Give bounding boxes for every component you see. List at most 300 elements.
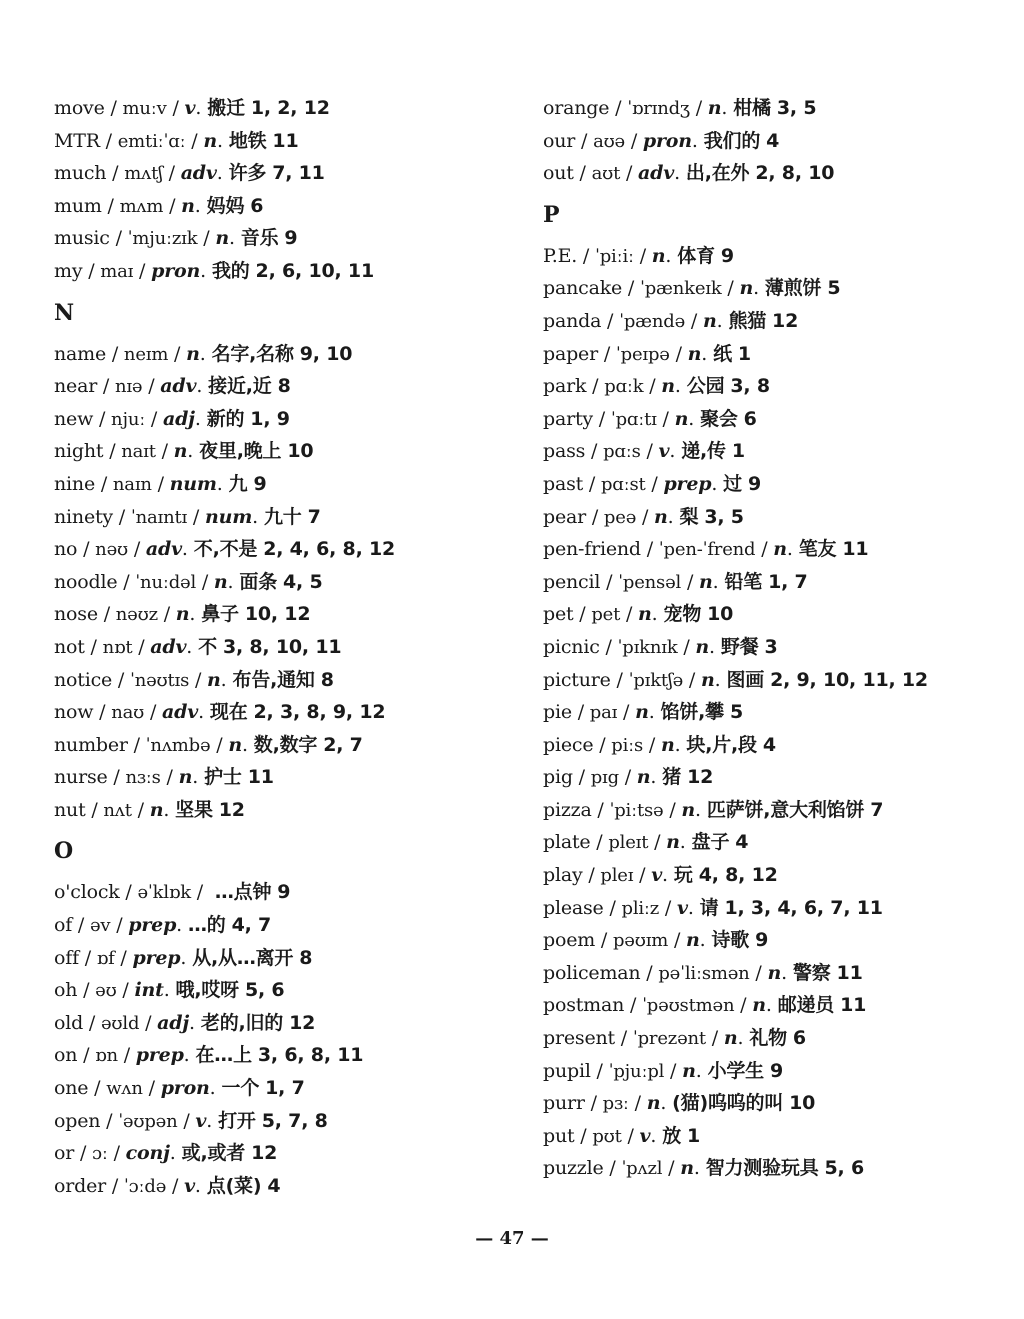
unit-numbers: 1, 9 — [250, 407, 290, 430]
part-of-speech: n — [203, 129, 217, 152]
headword: present — [543, 1027, 615, 1050]
headword: notice — [54, 668, 113, 691]
unit-numbers: 2, 8, 10 — [755, 162, 835, 185]
glossary-entry: pancake / ˈpænkeɪk / n. 薄煎饼 5 — [543, 277, 841, 300]
glossary-entry: night / naɪt / n. 夜里,晚上 10 — [54, 440, 314, 463]
unit-numbers: 3, 8, 10, 11 — [222, 635, 342, 658]
phonetic: pʊt — [592, 1125, 622, 1147]
unit-numbers: 8 — [277, 375, 291, 398]
glossary-entry: of / əv / prep. …的 4, 7 — [54, 914, 272, 937]
glossary-entry: oh / əʊ / int. 哦,哎呀 5, 6 — [54, 979, 285, 1002]
part-of-speech: adv — [150, 635, 187, 658]
gloss: 猪 — [662, 766, 682, 789]
unit-numbers: 9 — [747, 472, 762, 495]
phonetic: pleɪ — [600, 865, 634, 887]
gloss: 名字,名称 — [211, 342, 294, 365]
headword: noodle — [54, 570, 118, 593]
gloss: 打开 — [218, 1109, 256, 1132]
glossary-entry: poem / pəʊɪm / n. 诗歌 9 — [543, 929, 769, 952]
gloss: 匹萨饼,意大利馅饼 — [706, 798, 865, 821]
glossary-entry: park / pɑːk / n. 公园 3, 8 — [543, 375, 770, 398]
phonetic: ˈpænkeɪk — [639, 278, 722, 300]
unit-numbers: 2, 9, 10, 11, 12 — [770, 668, 928, 691]
glossary-entry: our / aʊə / pron. 我们的 4 — [543, 129, 780, 152]
phonetic: naʊ — [111, 702, 145, 724]
part-of-speech: n — [213, 570, 228, 593]
headword: postman — [543, 994, 625, 1017]
part-of-speech: adv — [160, 375, 197, 398]
gloss: 面条 — [239, 570, 277, 593]
part-of-speech: n — [682, 1059, 696, 1082]
gloss: 老的,旧的 — [200, 1011, 284, 1034]
gloss: 图画 — [726, 668, 765, 691]
unit-numbers: 1 — [737, 342, 751, 365]
phonetic: ˈpjuːpl — [608, 1060, 665, 1082]
part-of-speech: n — [186, 342, 200, 365]
part-of-speech: pron — [160, 1077, 210, 1100]
unit-numbers: 10 — [707, 603, 734, 626]
phonetic: aʊə — [593, 130, 626, 152]
gloss: 请 — [699, 896, 719, 919]
glossary-entry: pupil / ˈpjuːpl / n. 小学生 9 — [543, 1059, 783, 1082]
unit-numbers: 3, 8 — [730, 375, 770, 398]
headword: play — [543, 864, 583, 887]
part-of-speech: n — [686, 929, 700, 952]
unit-numbers: 4, 8, 12 — [698, 864, 778, 887]
phonetic: ˈprezənt — [632, 1028, 706, 1050]
glossary-entry: one / wʌn / pron. 一个 1, 7 — [54, 1077, 305, 1100]
headword: now — [54, 701, 94, 724]
unit-numbers: 5 — [729, 701, 744, 724]
part-of-speech: n — [680, 1157, 694, 1180]
headword: open — [54, 1109, 101, 1132]
entry-group-o — [54, 876, 514, 1202]
phonetic: əʊld — [100, 1012, 140, 1034]
part-of-speech: adv — [162, 701, 199, 724]
glossary-entry: purr / pɜː / n. (猫)呜呜的叫 10 — [543, 1092, 816, 1115]
glossary-entry: policeman / pəˈliːsmən / n. 警察 11 — [543, 961, 863, 984]
unit-numbers: 1, 3, 4, 6, 7, 11 — [724, 896, 883, 919]
headword: night — [54, 440, 104, 463]
section-heading-n: N — [54, 299, 75, 326]
unit-numbers: 3, 6, 8, 11 — [257, 1044, 364, 1067]
gloss: 点(菜) — [206, 1174, 262, 1197]
glossary-entry: postman / ˈpəʊstmən / n. 邮递员 11 — [543, 994, 867, 1017]
part-of-speech: n — [215, 227, 229, 250]
entry-group-p — [543, 240, 1013, 1185]
gloss: …的 — [188, 914, 226, 937]
part-of-speech: n — [173, 440, 188, 463]
phonetic: pɪg — [590, 767, 619, 789]
part-of-speech: v — [184, 1174, 195, 1197]
part-of-speech: n — [773, 538, 787, 561]
phonetic: əˈklɒk — [137, 882, 191, 904]
part-of-speech: pron — [151, 259, 201, 282]
phonetic: ˈpen-ˈfrend — [658, 539, 756, 561]
part-of-speech: n — [700, 668, 715, 691]
glossary-entry: mum / mʌm / n. 妈妈 6 — [54, 194, 264, 217]
phonetic: əv — [89, 915, 111, 937]
phonetic: muːv — [122, 98, 167, 119]
page-number: — 47 — — [475, 1228, 549, 1249]
part-of-speech: v — [195, 1109, 207, 1132]
gloss: (猫)呜呜的叫 — [672, 1092, 784, 1115]
phonetic: pliːz — [621, 897, 660, 919]
unit-numbers: 9 — [277, 881, 291, 904]
phonetic: nəʊz — [115, 604, 158, 626]
phonetic: ˈnaɪntɪ — [130, 506, 188, 528]
glossary-entry: nut / nʌt / n. 坚果 12 — [54, 798, 245, 821]
headword: pen-friend — [543, 538, 641, 561]
glossary-entry: play / pleɪ / v. 玩 4, 8, 12 — [543, 864, 778, 887]
part-of-speech: n — [723, 1027, 738, 1050]
gloss: 铅笔 — [724, 570, 763, 593]
glossary-entry: music / ˈmjuːzɪk / n. 音乐 9 — [54, 227, 298, 250]
part-of-speech: v — [184, 97, 196, 119]
part-of-speech: conj — [125, 1142, 170, 1165]
phonetic: ˈpiːiː — [594, 245, 634, 267]
headword: no — [54, 538, 78, 561]
headword: music — [54, 227, 110, 250]
part-of-speech: n — [149, 798, 164, 821]
left-column — [54, 92, 514, 1202]
gloss: 出,在外 — [685, 162, 750, 185]
unit-numbers: 6 — [792, 1027, 806, 1050]
glossary-entry: o'clock / əˈklɒk / …点钟 9 — [54, 881, 291, 904]
unit-numbers: 8 — [299, 946, 313, 969]
phonetic: naɪt — [121, 441, 156, 463]
gloss: 笔友 — [798, 538, 837, 561]
gloss: 诗歌 — [711, 929, 750, 952]
unit-numbers: 9 — [720, 244, 734, 267]
part-of-speech: v — [658, 440, 670, 463]
phonetic: pɑːs — [603, 441, 641, 463]
glossary-entry: pencil / ˈpensəl / n. 铅笔 1, 7 — [543, 570, 808, 593]
part-of-speech: prep — [128, 914, 177, 937]
gloss: 过 — [723, 472, 742, 495]
glossary-entry: name / neɪm / n. 名字,名称 9, 10 — [54, 342, 353, 365]
glossary-entry: pass / pɑːs / v. 递,传 1 — [543, 440, 745, 463]
headword: move — [54, 97, 105, 119]
gloss: 玩 — [673, 864, 693, 887]
unit-numbers: 7 — [870, 798, 884, 821]
part-of-speech: pron — [642, 129, 692, 152]
part-of-speech: n — [739, 277, 754, 300]
glossary-entry: pizza / ˈpiːtsə / n. 匹萨饼,意大利馅饼 7 — [543, 798, 884, 821]
gloss: 地铁 — [228, 129, 267, 152]
gloss: 不 — [198, 635, 217, 658]
unit-numbers: 9 — [284, 227, 298, 250]
gloss: 我们的 — [703, 129, 761, 152]
gloss: 新的 — [206, 407, 245, 430]
gloss: 馅饼,攀 — [660, 701, 724, 724]
glossary-entry: pear / peə / n. 梨 3, 5 — [543, 505, 744, 528]
headword: name — [54, 342, 107, 365]
gloss: 递,传 — [681, 440, 726, 463]
phonetic: ɒf — [96, 947, 115, 969]
phonetic: ˈpəʊstmən — [642, 995, 735, 1017]
gloss: 智力测验玩具 — [705, 1157, 819, 1180]
phonetic: peə — [603, 506, 637, 528]
gloss: 数,数字 — [253, 733, 318, 756]
unit-numbers: 3 — [764, 635, 778, 658]
headword: party — [543, 407, 593, 430]
glossary-entry: please / pliːz / v. 请 1, 3, 4, 6, 7, 11 — [543, 896, 883, 919]
gloss: 梨 — [679, 505, 699, 528]
headword: of — [54, 914, 73, 937]
part-of-speech: v — [639, 1124, 651, 1147]
gloss: 聚会 — [700, 407, 738, 430]
headword: ninety — [54, 505, 113, 528]
part-of-speech: adv — [180, 162, 217, 185]
unit-numbers: 7, 11 — [272, 162, 325, 185]
part-of-speech: n — [175, 603, 190, 626]
headword: park — [543, 375, 587, 398]
gloss: 或,或者 — [181, 1142, 246, 1165]
headword: pancake — [543, 277, 623, 300]
part-of-speech: adj — [157, 1011, 190, 1034]
unit-numbers: 4 — [766, 129, 780, 152]
gloss: 邮递员 — [777, 994, 835, 1017]
unit-numbers: 12 — [251, 1142, 278, 1165]
unit-numbers: 12 — [687, 766, 714, 789]
headword: off — [54, 946, 79, 969]
part-of-speech: v — [651, 864, 663, 887]
phonetic: pleɪt — [608, 832, 649, 854]
phonetic: nɜːs — [125, 767, 161, 789]
phonetic: pɑːk — [604, 376, 644, 398]
phonetic: ˈəʊpən — [118, 1110, 178, 1132]
unit-numbers: 12 — [218, 798, 245, 821]
headword: o'clock — [54, 881, 120, 904]
unit-numbers: 11 — [272, 129, 299, 152]
part-of-speech: n — [702, 309, 717, 332]
headword: pet — [543, 603, 574, 626]
unit-numbers: 6 — [743, 407, 757, 430]
gloss: 公园 — [686, 375, 725, 398]
gloss: 薄煎饼 — [764, 277, 822, 300]
part-of-speech: adv — [638, 162, 675, 185]
part-of-speech: n — [666, 831, 680, 854]
gloss: 鼻子 — [201, 603, 239, 626]
part-of-speech: n — [699, 570, 713, 593]
glossary-entry: puzzle / ˈpʌzl / n. 智力测验玩具 5, 6 — [543, 1157, 864, 1180]
part-of-speech: num — [169, 472, 217, 495]
part-of-speech: n — [681, 798, 696, 821]
glossary-entry: much / mʌtʃ / adv. 许多 7, 11 — [54, 162, 325, 185]
gloss: 许多 — [228, 162, 267, 185]
unit-numbers: 1 — [687, 1124, 701, 1147]
phonetic: emtiːˈɑː — [117, 130, 186, 152]
gloss: 九 — [228, 472, 248, 495]
headword: number — [54, 733, 128, 756]
headword: our — [543, 129, 576, 152]
unit-numbers: 5, 6 — [824, 1157, 864, 1180]
glossary-entry: picnic / ˈpɪknɪk / n. 野餐 3 — [543, 635, 778, 658]
headword: orange — [543, 97, 610, 119]
headword: order — [54, 1174, 107, 1197]
part-of-speech: n — [207, 668, 221, 691]
part-of-speech: adv — [145, 538, 182, 561]
gloss: 小学生 — [707, 1059, 764, 1082]
glossary-entry: my / maɪ / pron. 我的 2, 6, 10, 11 — [54, 259, 374, 282]
headword: P.E. — [543, 244, 578, 267]
gloss: 宠物 — [663, 603, 702, 626]
phonetic: ˈmjuːzɪk — [127, 228, 198, 250]
glossary-entry: nurse / nɜːs / n. 护士 11 — [54, 766, 274, 789]
phonetic: aʊt — [591, 163, 621, 185]
part-of-speech: n — [636, 766, 651, 789]
headword: on — [54, 1044, 78, 1067]
headword: plate — [543, 831, 591, 854]
phonetic: ɒn — [95, 1045, 118, 1067]
glossary-entry: new / njuː / adj. 新的 1, 9 — [54, 407, 290, 430]
phonetic: mʌm — [119, 195, 164, 217]
glossary-entry: near / nɪə / adv. 接近,近 8 — [54, 375, 291, 398]
unit-numbers: 1, 7 — [768, 570, 808, 593]
unit-numbers: 3, 5 — [776, 97, 817, 119]
unit-numbers: 8 — [320, 668, 334, 691]
glossary-entry: move / muːv / v. 搬迁 1, 2, 12 — [54, 97, 330, 119]
part-of-speech: n — [638, 603, 652, 626]
headword: MTR — [54, 129, 100, 152]
phonetic: ˈpɪktʃə — [628, 669, 684, 691]
phonetic: piːs — [611, 734, 644, 756]
unit-numbers: 10, 12 — [244, 603, 311, 626]
phonetic: ˈpʌzl — [621, 1158, 663, 1180]
headword: please — [543, 896, 604, 919]
glossary-entry: off / ɒf / prep. 从,从…离开 8 — [54, 946, 313, 969]
glossary-entry: notice / ˈnəʊtɪs / n. 布告,通知 8 — [54, 668, 334, 691]
headword: put — [543, 1124, 575, 1147]
part-of-speech: n — [228, 733, 242, 756]
unit-numbers: 4 — [762, 733, 776, 756]
part-of-speech: prep — [132, 946, 181, 969]
gloss: 柑橘 — [733, 97, 771, 119]
glossary-entry: piece / piːs / n. 块,片,段 4 — [543, 733, 776, 756]
headword: picture — [543, 668, 611, 691]
headword: picnic — [543, 635, 600, 658]
gloss: 妈妈 — [206, 194, 245, 217]
phonetic: ˈpɪknɪk — [617, 636, 678, 658]
headword: pear — [543, 505, 587, 528]
phonetic: ˈɔːdə — [123, 1175, 167, 1197]
part-of-speech: n — [181, 194, 195, 217]
unit-numbers: 2, 6, 10, 11 — [255, 259, 374, 282]
part-of-speech: n — [651, 244, 666, 267]
phonetic: ɔː — [92, 1143, 108, 1165]
unit-numbers: 3, 5 — [704, 505, 744, 528]
glossary-entry: MTR / emtiːˈɑː / n. 地铁 11 — [54, 129, 299, 152]
glossary-entry: plate / pleɪt / n. 盘子 4 — [543, 831, 749, 854]
phonetic: əʊ — [95, 980, 117, 1002]
headword: new — [54, 407, 94, 430]
phonetic: ˈpændə — [619, 310, 686, 332]
glossary-entry: not / nɒt / adv. 不 3, 8, 10, 11 — [54, 635, 342, 658]
glossary-entry: pig / pɪg / n. 猪 12 — [543, 766, 714, 789]
unit-numbers: 7 — [307, 505, 321, 528]
glossary-entry: paper / ˈpeɪpə / n. 纸 1 — [543, 342, 751, 365]
unit-numbers: 10 — [789, 1092, 816, 1115]
phonetic: nɪə — [114, 376, 143, 398]
phonetic: wʌn — [106, 1078, 143, 1100]
headword: out — [543, 162, 574, 185]
gloss: 体育 — [677, 244, 715, 267]
gloss: 不,不是 — [193, 538, 258, 561]
unit-numbers: 9 — [755, 929, 769, 952]
headword: poem — [543, 929, 596, 952]
phonetic: pet — [591, 604, 621, 626]
headword: pie — [543, 701, 572, 724]
unit-numbers: 6 — [250, 194, 264, 217]
headword: piece — [543, 733, 594, 756]
glossary-entry: now / naʊ / adv. 现在 2, 3, 8, 9, 12 — [54, 701, 386, 724]
gloss: 哦,哎呀 — [175, 979, 239, 1002]
headword: nurse — [54, 766, 108, 789]
glossary-entry: ninety / ˈnaɪntɪ / num. 九十 7 — [54, 505, 321, 528]
part-of-speech: v — [676, 896, 688, 919]
part-of-speech: int — [134, 979, 164, 1002]
unit-numbers: 2, 7 — [323, 733, 363, 756]
glossary-entry: picture / ˈpɪktʃə / n. 图画 2, 9, 10, 11, 12 — [543, 668, 928, 691]
phonetic: ˈpeɪpə — [615, 343, 670, 365]
headword: one — [54, 1077, 89, 1100]
phonetic: ˈnəʊtɪs — [129, 669, 190, 691]
glossary-entry: past / pɑːst / prep. 过 9 — [543, 472, 762, 495]
headword: not — [54, 635, 85, 658]
entry-group-n — [54, 338, 514, 827]
part-of-speech: n — [695, 635, 710, 658]
unit-numbers: 5 — [827, 277, 841, 300]
phonetic: nɒt — [102, 636, 133, 658]
glossary-entry: no / nəʊ / adv. 不,不是 2, 4, 6, 8, 12 — [54, 538, 396, 561]
gloss: 护士 — [204, 766, 242, 789]
glossary-entry: put / pʊt / v. 放 1 — [543, 1124, 701, 1147]
unit-numbers: 11 — [836, 961, 863, 984]
unit-numbers: 11 — [247, 766, 274, 789]
part-of-speech: n — [687, 342, 702, 365]
glossary-entry: old / əʊld / adj. 老的,旧的 12 — [54, 1011, 316, 1034]
headword: pass — [543, 440, 586, 463]
part-of-speech: num — [204, 505, 253, 528]
unit-numbers: 1 — [731, 440, 745, 463]
unit-numbers: 9 — [769, 1059, 783, 1082]
gloss: 放 — [662, 1124, 682, 1147]
glossary-entry: present / ˈprezənt / n. 礼物 6 — [543, 1027, 806, 1050]
unit-numbers: 5, 6 — [244, 979, 285, 1002]
gloss: 盘子 — [691, 831, 730, 854]
gloss: 熊猫 — [728, 309, 767, 332]
phonetic: ˈnʌmbə — [145, 734, 211, 756]
part-of-speech: n — [646, 1092, 661, 1115]
gloss: 在…上 — [195, 1044, 252, 1067]
phonetic: ˈpɑːtɪ — [610, 408, 657, 430]
part-of-speech: n — [661, 375, 675, 398]
part-of-speech: n — [752, 994, 766, 1017]
glossary-entry: panda / ˈpændə / n. 熊猫 12 — [543, 309, 799, 332]
headword: pupil — [543, 1059, 591, 1082]
part-of-speech: n — [635, 701, 649, 724]
headword: policeman — [543, 961, 641, 984]
glossary-entry: orange / ˈɒrɪndʒ / n. 柑橘 3, 5 — [543, 97, 817, 119]
entry-group-left-top — [54, 92, 514, 288]
gloss: 一个 — [221, 1077, 260, 1100]
headword: my — [54, 259, 83, 282]
right-column — [543, 92, 1013, 1185]
headword: much — [54, 162, 107, 185]
glossary-entry: P.E. / ˈpiːiː / n. 体育 9 — [543, 244, 734, 267]
phonetic: pɑːst — [600, 473, 646, 495]
